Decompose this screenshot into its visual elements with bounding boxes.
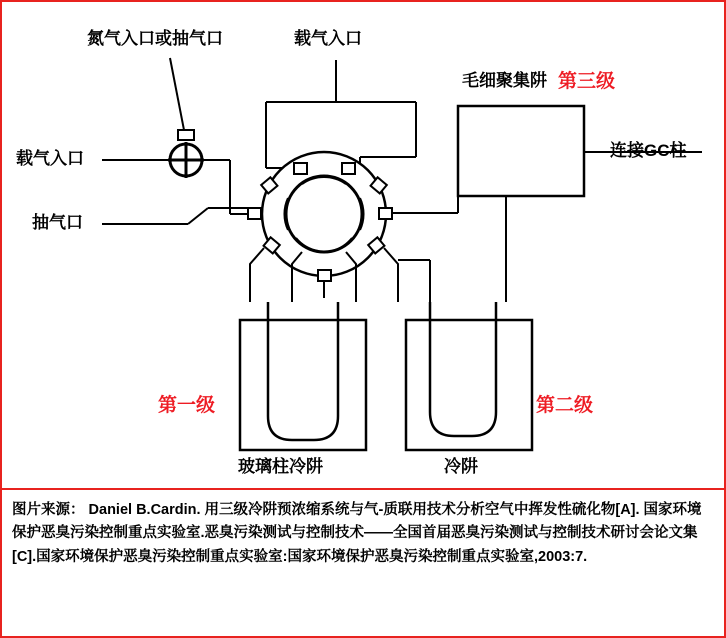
nitrogen-inlet-leader — [170, 58, 184, 130]
stage-two-dewar — [406, 320, 532, 450]
label-carrier-gas-inlet-top: 载气入口 — [294, 29, 362, 48]
label-cold-trap: 冷阱 — [444, 457, 478, 476]
valve-port-nw — [294, 163, 307, 174]
pipe-to-stage-one — [250, 248, 264, 302]
valve-port-e — [379, 208, 392, 219]
three-stage-cold-trap-schematic — [2, 2, 724, 488]
label-nitrogen-inlet: 氮气入口或抽气口 — [87, 29, 223, 48]
figure-caption — [2, 488, 724, 636]
label-gc-column: 连接GC柱 — [610, 141, 687, 160]
valve-port-w — [248, 208, 261, 219]
valve-port-s — [318, 270, 331, 281]
pipe-to-stage-two-left — [384, 248, 398, 302]
label-carrier-gas-inlet-left: 载气入口 — [16, 149, 84, 168]
label-stage-two: 第二级 — [536, 395, 594, 416]
caption-text: 图片来源： Daniel B.Cardin. 用三级冷阱预浓缩系统与气-质联用技术分析空气中挥发性硫化物[A]. 国家环境保护恶臭污染控制重点实验室.恶臭污染测试与控制技术——全国首届恶臭污染测试与控制技术研讨会论文集[C].国家环境保护恶臭污染控制重点实验室:国家环境保护恶臭污染控制重点实验室,2003:7. — [12, 502, 702, 565]
stage-one-dewar — [240, 320, 366, 450]
valve-top-fitting — [178, 130, 194, 140]
label-stage-three: 第三级 — [558, 71, 616, 92]
label-stage-one: 第一级 — [158, 395, 216, 416]
valve-port-ne — [342, 163, 355, 174]
diagram-area — [2, 2, 724, 488]
label-capillary-trap: 毛细聚集阱 — [462, 71, 547, 90]
label-pump-outlet: 抽气口 — [32, 213, 83, 232]
pump-outlet-pipe-diag — [188, 208, 208, 224]
capillary-trap-box — [458, 106, 584, 196]
label-glass-cold-trap: 玻璃柱冷阱 — [238, 457, 323, 476]
